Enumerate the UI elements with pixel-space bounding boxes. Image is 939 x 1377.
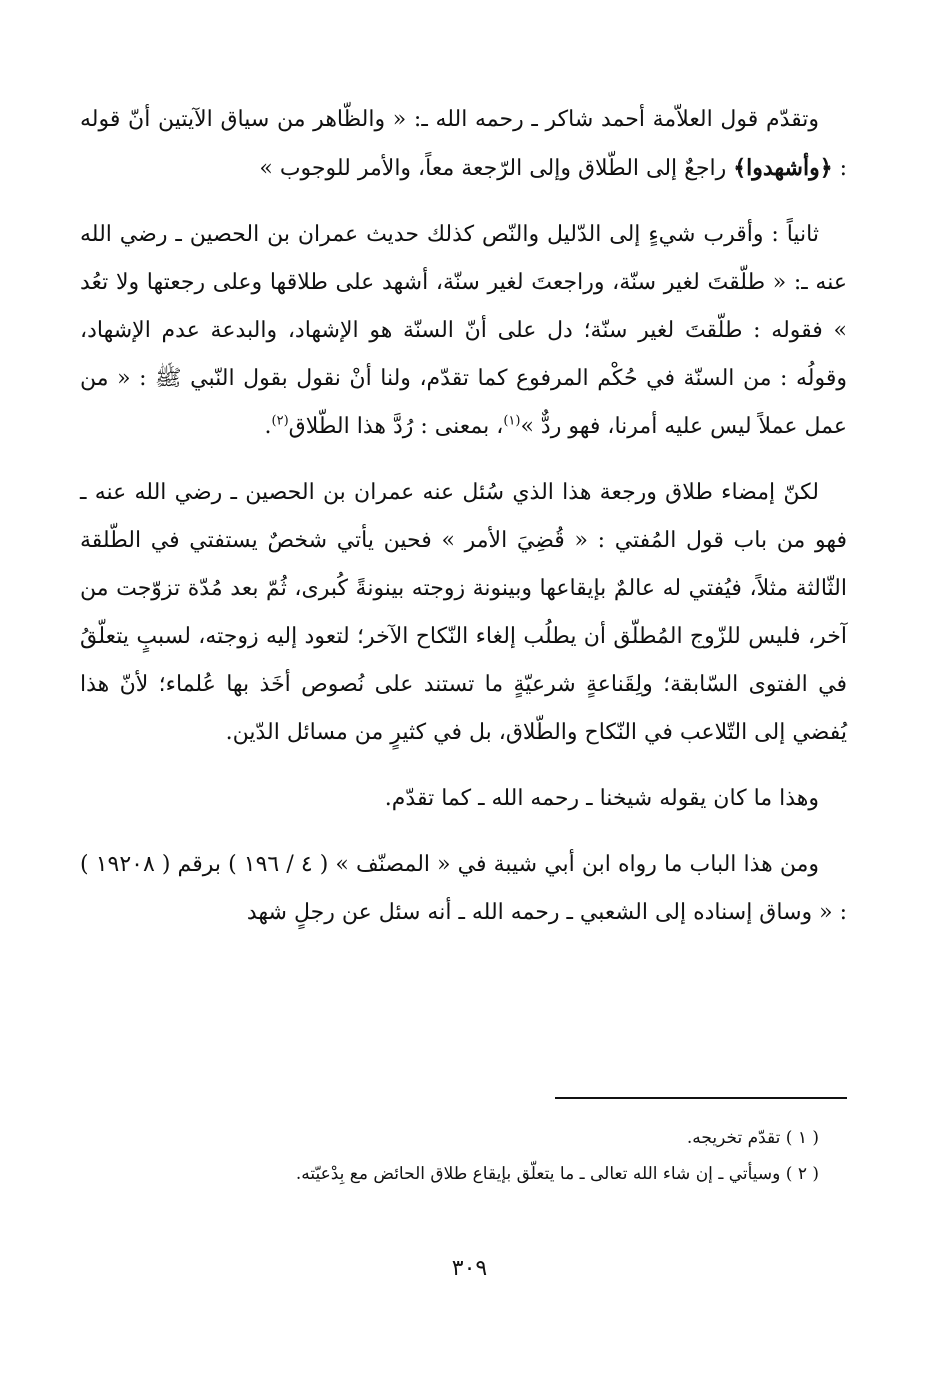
paragraph-4-text: وهذا ما كان يقوله شيخنا ـ رحمه الله ـ كما تقدّم. [384,786,819,811]
paragraph-2-end-text: بمعنى : رُدَّ هذا الطّلاق [288,414,490,439]
page-number: ٣٠٩ [451,1256,488,1281]
footnote-marker-2: (٢) [271,413,289,429]
main-text [80,96,847,937]
quran-phrase: ﴿وأشهدوا﴾ [733,155,833,181]
paragraph-1-text: وتقدّم قول العلاّمة أحمد شاكر ـ رحمه الله ـ: « والظّاهر من سياق الآيتين أنّ قوله : ﴿وأشهدوا﴾ راجعٌ إلى الطّلاق وإلى الرّجعة معاً، والأمر للوجوب » [80,107,847,181]
paragraph-3 [80,469,847,757]
paragraph-1 [80,96,847,193]
footnote-2: ( ٢ ) وسيأتي ـ إن شاء الله تعالى ـ ما يتعلّق بإيقاع طلاق الحائض مع بِدْعيّته. [295,1164,819,1184]
paragraph-3-text: لكنّ إمضاء طلاق ورجعة هذا الذي سُئل عنه عمران بن الحصين ـ رضي الله عنه ـ فهو من باب قول المُفتي : « قُضِيَ الأمر » فحين يأتي شخصٌ يستفتي في الطّلقة الثّالثة مثلاً، فيُفتي له عالمٌ بإيقاعها وبينونة زوجته بينونةً كُبرى، ثُمّ بعد مُدّة تزوّجت من آخر، فليس للزّوج المُطلّق أن يطلُب إلغاء النّكاح الآخر؛ لتعود إليه زوجته، لسببٍ يتعلّقُ في الفتوى السّابقة؛ ولِقَناعةٍ شرعيّةٍ ما تستند على نُصوص أخَذ بها عُلماء؛ لأنّ هذا يُفضي إلى التّلاعب في النّكاح والطّلاق، بل في كثيرٍ من مسائل الدّين. [80,480,847,745]
footnote-divider [555,1097,847,1099]
paragraph-5-text: ومن هذا الباب ما رواه ابن أبي شيبة في « المصنّف » ( ٤ / ١٩٦ ) برقم ( ١٩٢٠٨ ) : « وساق إسناده إلى الشعبي ـ رحمه الله ـ أنه سئل عن رجلٍ شهد [80,852,847,925]
paragraph-2: ثانياً : وأقرب شيءٍ إلى الدّليل والنّص كذلك حديث عمران بن الحصين ـ رضي الله عنه ـ: « طلّقتَ لغير سنّة، وراجعتَ لغير سنّة، أشهد على طلاقها وعلى رجعتها ولا تعُد » فقوله : طلّقتَ لغير سنّة؛ دل على أنّ السنّة هو الإشهاد، والبدعة عدم الإشهاد، وقولُه : من السنّة في حُكْم المرفوع كما تقدّم، ولنا أنْ نقول بقول النّبي ﷺ : « من عمل عملاً ليس عليه أمرنا، فهو ردٌّ »$^{(١)}$، بمعنى : رُدَّ هذا الطّلاق$^{(٢)}$. [80,222,847,439]
footnote-marker-1: (١) [503,413,521,429]
footnotes [80,1120,847,1192]
footnote-1: ( ١ ) تقدّم تخريجه. [686,1128,819,1148]
paragraph-4 [80,775,847,823]
paragraph-5 [80,841,847,937]
paragraph-2-text: ثانياً : وأقرب شيءٍ إلى الدّليل والنّص كذلك حديث عمران بن الحصين ـ رضي الله عنه ـ: « طلّقتَ لغير سنّة، وراجعتَ لغير سنّة، أشهد على طلاقها وعلى رجعتها ولا تعُد » فقوله : طلّقتَ لغير سنّة؛ دل على أنّ السنّة هو الإشهاد، والبدعة عدم الإشهاد، وقولُه : من السنّة في حُكْم المرفوع كما تقدّم، ولنا أنْ نقول بقول النّبي ﷺ : « من عمل عملاً ليس عليه أمرنا، فهو ردٌّ » [80,222,847,439]
